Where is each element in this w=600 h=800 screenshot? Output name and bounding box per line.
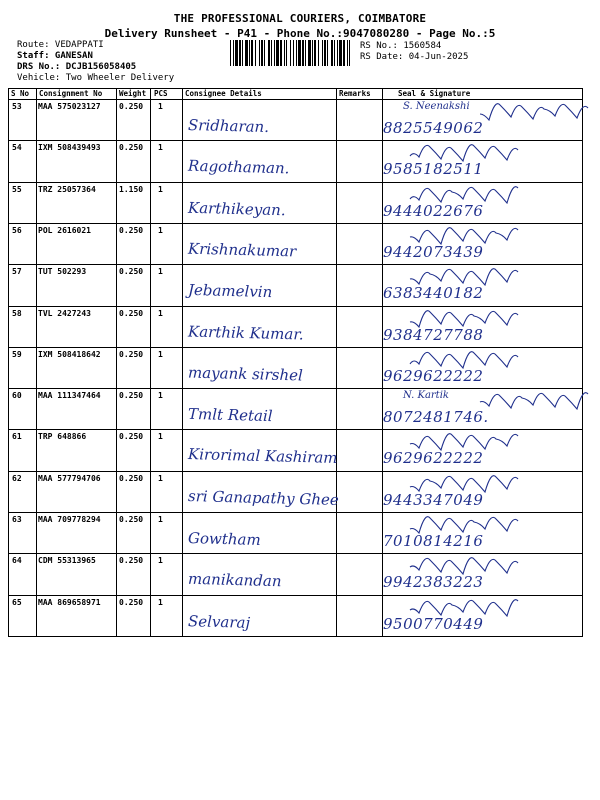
cell-weight: 0.250 bbox=[119, 432, 144, 442]
signature-scribble bbox=[408, 514, 538, 534]
cell-consignment: TUT 502293 bbox=[38, 267, 87, 277]
consignee-name: Gowtham bbox=[187, 529, 261, 549]
row-divider bbox=[8, 99, 583, 100]
cell-pcs: 1 bbox=[158, 143, 163, 153]
cell-weight: 0.250 bbox=[119, 308, 144, 318]
signature-text: S. Neenakshi bbox=[403, 101, 470, 112]
cell-weight: 1.150 bbox=[119, 184, 144, 194]
row-divider bbox=[8, 347, 583, 348]
row-divider bbox=[8, 512, 583, 513]
cell-weight: 0.250 bbox=[119, 597, 144, 607]
header-sno: S No bbox=[11, 89, 30, 98]
consignee-name: Karthik Kumar. bbox=[187, 321, 304, 344]
cell-consignment: TRZ 25057364 bbox=[38, 184, 96, 194]
runsheet-subtitle: Delivery Runsheet - P41 - Phone No.:9047080280 - Page No.:5 bbox=[104, 27, 496, 40]
signature-scribble bbox=[478, 390, 600, 410]
cell-pcs: 1 bbox=[158, 597, 163, 607]
cell-pcs: 1 bbox=[158, 225, 163, 235]
consignee-phone: 9585182511 bbox=[383, 160, 484, 179]
cell-pcs: 1 bbox=[158, 556, 163, 566]
cell-pcs: 1 bbox=[158, 515, 163, 524]
route-label: Route: VEDAPPATI bbox=[17, 40, 104, 50]
consignee-phone: 9442073439 bbox=[383, 242, 484, 261]
signature-scribble bbox=[408, 431, 538, 451]
vehicle-label: Vehicle: Two Wheeler Delivery bbox=[17, 73, 175, 83]
cell-consignment: IXM 508418642 bbox=[38, 349, 101, 359]
header-seal: Seal & Signature bbox=[398, 89, 471, 98]
cell-weight: 0.250 bbox=[119, 556, 144, 566]
cell-consignment: POL 2616021 bbox=[38, 225, 91, 235]
row-divider bbox=[8, 223, 583, 224]
cell-sno: 63 bbox=[12, 515, 22, 524]
consignee-phone: 9384727788 bbox=[383, 325, 484, 344]
signature-scribble bbox=[408, 349, 538, 369]
row-divider bbox=[8, 471, 583, 472]
cell-sno: 62 bbox=[12, 473, 22, 483]
consignee-name: mayank sirshel bbox=[187, 363, 304, 385]
row-divider bbox=[8, 595, 583, 596]
row-divider bbox=[8, 182, 583, 183]
cell-pcs: 1 bbox=[158, 391, 163, 401]
consignee-name: sri Ganapathy Ghee bbox=[187, 486, 340, 509]
consignee-name: Kirorimal Kashiram bbox=[187, 445, 338, 468]
consignee-name: Karthikeyan. bbox=[187, 198, 286, 219]
signature-scribble bbox=[478, 101, 600, 121]
header-remarks: Remarks bbox=[339, 89, 371, 98]
consignee-phone: 9443347049 bbox=[383, 490, 484, 509]
cell-sno: 54 bbox=[12, 143, 22, 153]
cell-sno: 57 bbox=[12, 267, 22, 277]
cell-consignment: MAA 709778294 bbox=[38, 515, 101, 524]
cell-pcs: 1 bbox=[158, 184, 163, 194]
signature-scribble bbox=[408, 597, 538, 617]
signature-scribble bbox=[408, 555, 538, 575]
rs-number: RS No.: 1560584 bbox=[360, 41, 442, 51]
cell-pcs: 1 bbox=[158, 308, 163, 318]
consignee-name: Tmlt Retail bbox=[187, 404, 273, 426]
cell-consignment: CDM 55313965 bbox=[38, 556, 96, 566]
cell-sno: 65 bbox=[12, 597, 22, 607]
cell-weight: 0.250 bbox=[119, 102, 144, 111]
header-pcs: PCS bbox=[154, 89, 168, 98]
signature-scribble bbox=[408, 308, 538, 328]
runsheet-table bbox=[8, 88, 583, 636]
cell-pcs: 1 bbox=[158, 349, 163, 359]
cell-sno: 59 bbox=[12, 349, 22, 359]
cell-weight: 0.250 bbox=[119, 267, 144, 277]
consignee-name: Jebamelvin bbox=[187, 281, 273, 302]
signature-scribble bbox=[408, 266, 538, 286]
cell-weight: 0.250 bbox=[119, 225, 144, 235]
row-divider bbox=[8, 388, 583, 389]
cell-consignment: MAA 577794706 bbox=[38, 473, 101, 483]
drs-number: DRS No.: DCJB156058405 bbox=[17, 62, 137, 72]
consignee-name: Ragothaman. bbox=[187, 156, 290, 178]
row-divider bbox=[8, 306, 583, 307]
consignee-phone: 8072481746. bbox=[383, 408, 489, 427]
consignee-phone: 9629622222 bbox=[383, 449, 484, 468]
header-consignment: Consignment No bbox=[39, 89, 103, 98]
cell-weight: 0.250 bbox=[119, 143, 144, 153]
signature-scribble bbox=[408, 473, 538, 493]
consignee-phone: 9500770449 bbox=[383, 614, 484, 633]
cell-weight: 0.250 bbox=[119, 349, 144, 359]
cell-consignment: TRP 648866 bbox=[38, 432, 87, 442]
barcode bbox=[230, 40, 354, 66]
rs-date: RS Date: 04-Jun-2025 bbox=[360, 52, 469, 62]
consignee-name: Selvaraj bbox=[187, 611, 251, 632]
signature-scribble bbox=[408, 184, 538, 204]
consignee-phone: 9444022676 bbox=[383, 201, 484, 220]
cell-consignment: TVL 2427243 bbox=[38, 308, 91, 318]
cell-consignment: MAA 575023127 bbox=[38, 102, 101, 111]
cell-pcs: 1 bbox=[158, 102, 163, 111]
cell-consignment: MAA 111347464 bbox=[38, 391, 101, 401]
cell-sno: 61 bbox=[12, 432, 22, 442]
cell-consignment: IXM 508439493 bbox=[38, 143, 101, 153]
cell-weight: 0.250 bbox=[119, 391, 144, 401]
consignee-phone: 8825549062 bbox=[383, 119, 484, 137]
header-weight: Weight bbox=[119, 89, 147, 98]
cell-consignment: MAA 869658971 bbox=[38, 597, 101, 607]
cell-sno: 53 bbox=[12, 102, 22, 111]
cell-weight: 0.250 bbox=[119, 473, 144, 483]
consignee-name: Krishnakumar bbox=[187, 239, 297, 261]
signature-text: N. Kartik bbox=[403, 390, 449, 402]
cell-pcs: 1 bbox=[158, 267, 163, 277]
consignee-phone: 7010814216 bbox=[383, 532, 484, 550]
row-divider bbox=[8, 429, 583, 430]
cell-pcs: 1 bbox=[158, 432, 163, 442]
company-title: THE PROFESSIONAL COURIERS, COIMBATORE bbox=[173, 12, 427, 25]
consignee-phone: 9942383223 bbox=[383, 573, 484, 592]
row-divider bbox=[8, 636, 583, 637]
row-divider bbox=[8, 264, 583, 265]
consignee-phone: 9629622222 bbox=[383, 366, 484, 385]
consignee-name: manikandan bbox=[187, 570, 282, 591]
row-divider bbox=[8, 140, 583, 141]
cell-sno: 56 bbox=[12, 225, 22, 235]
header-consignee: Consignee Details bbox=[185, 89, 262, 98]
cell-sno: 60 bbox=[12, 391, 22, 401]
cell-sno: 58 bbox=[12, 308, 22, 318]
signature-scribble bbox=[408, 225, 538, 245]
cell-sno: 64 bbox=[12, 556, 22, 566]
cell-weight: 0.250 bbox=[119, 515, 144, 524]
staff-label: Staff: GANESAN bbox=[17, 51, 93, 61]
row-divider bbox=[8, 553, 583, 554]
signature-scribble bbox=[408, 142, 538, 162]
consignee-name: Sridharan. bbox=[187, 115, 270, 137]
cell-pcs: 1 bbox=[158, 473, 163, 483]
consignee-phone: 6383440182 bbox=[383, 284, 484, 303]
cell-sno: 55 bbox=[12, 184, 22, 194]
